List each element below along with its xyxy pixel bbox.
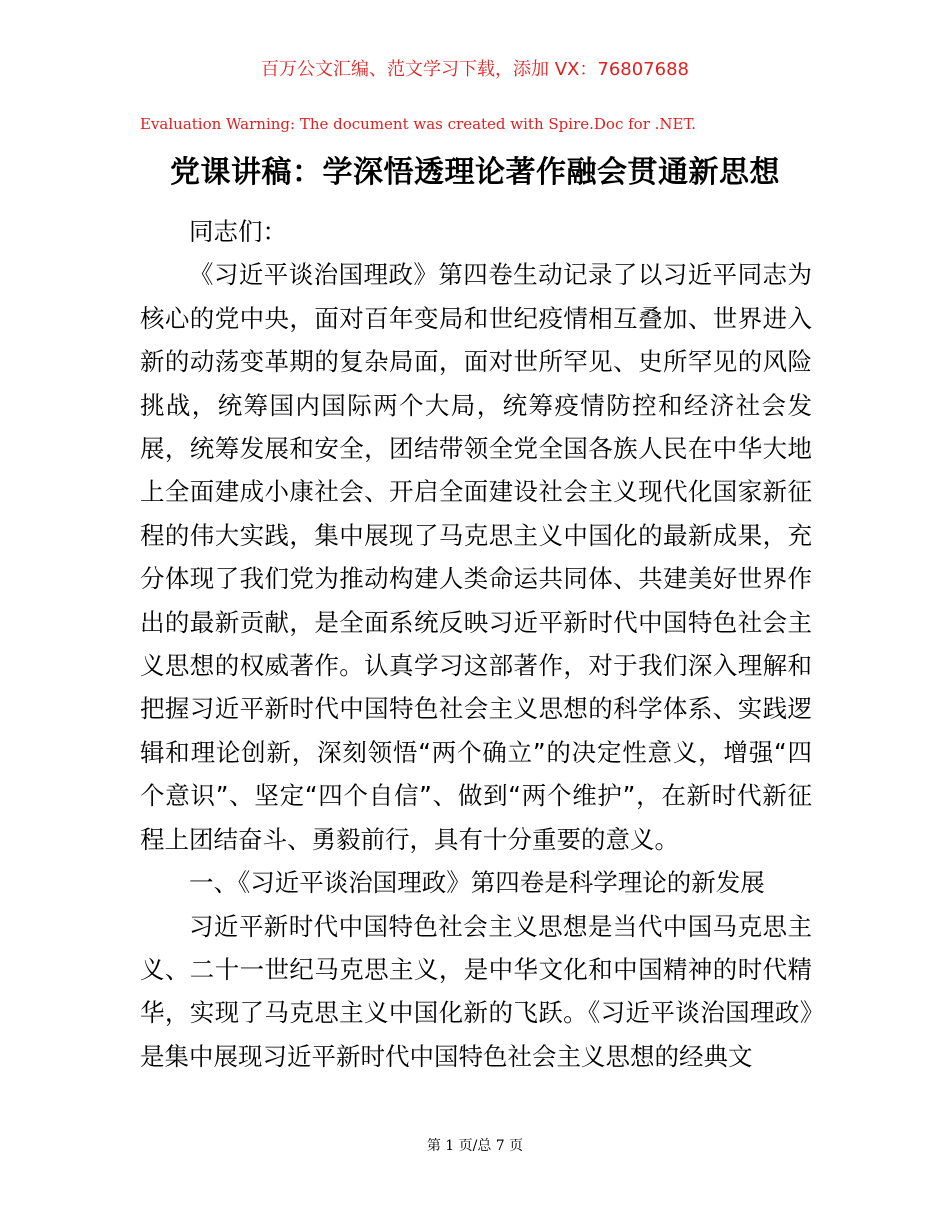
promo-banner: 百万公文汇编、范文学习下载，添加 VX：76807688: [261, 59, 689, 80]
document-title: 党课讲稿：学深悟透理论著作融会贯通新思想: [170, 155, 780, 190]
evaluation-warning: Evaluation Warning: The document was created with Spire.Doc for .NET.: [140, 115, 697, 133]
page-number: 第 1 页/总 7 页: [426, 1138, 524, 1154]
section-paragraph: 习近平新时代中国特色社会主义思想是当代中国马克思主义、二十一世纪马克思主义，是中华文化和中国精神的时代精华，实现了马克思主义中国化新的飞跃。《习近平谈治国理政》是集中展现习近平新时代中国特色社会主义思想的经典文: [140, 911, 812, 1071]
intro-paragraph: 《习近平谈治国理政》第四卷生动记录了以习近平同志为核心的党中央，面对百年变局和世纪疫情相互叠加、世界进入新的动荡变革期的复杂局面，面对世所罕见、史所罕见的风险挑战，统筹国内国际两个大局，统筹疫情防控和经济社会发展，统筹发展和安全，团结带领全党全国各族人民在中华大地上全面建成小康社会、开启全面建设社会主义现代化国家新征程的伟大实践，集中展现了马克思主义中国化的最新成果，充分体现了我们党为推动构建人类命运共同体、共建美好世界作出的最新贡献，是全面系统反映习近平新时代中国特色社会主义思想的权威著作。认真学习这部著作，对于我们深入理解和把握习近平新时代中国特色社会主义思想的科学体系、实践逻辑和理论创新，深刻领悟“两个确立”的决定性意义，增强“四个意识”、坚定“四个自信”、做到“两个维护”，在新时代新征程上团结奋斗、勇毅前行，具有十分重要的意义。: [140, 260, 812, 854]
document-body: [140, 210, 812, 1078]
section-heading: 一、《习近平谈治国理政》第四卷是科学理论的新发展: [189, 868, 765, 898]
greeting-paragraph: 同志们：: [189, 217, 287, 246]
